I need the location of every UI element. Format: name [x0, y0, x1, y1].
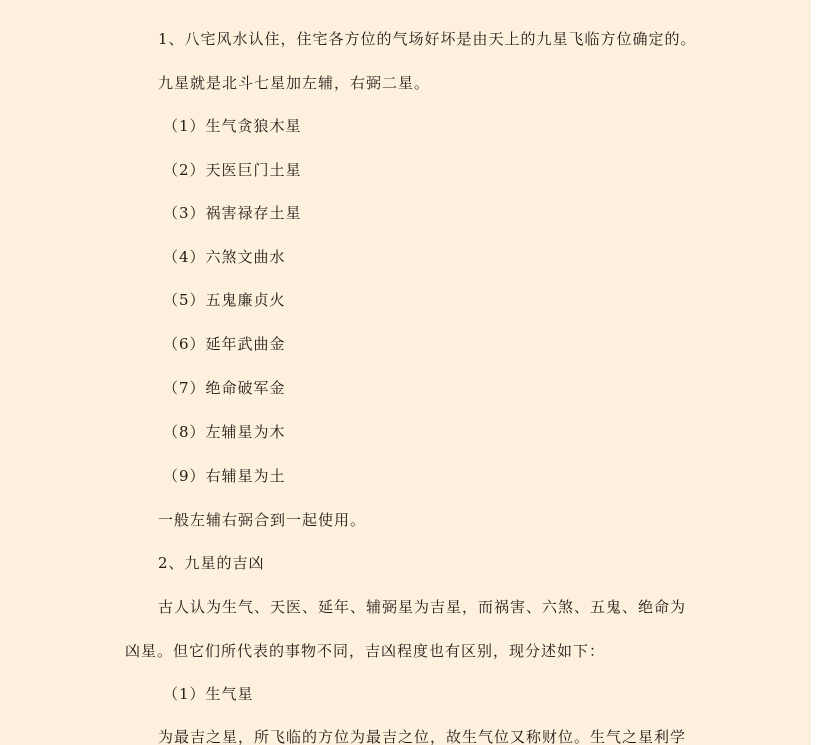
paragraph-line-3: 为最吉之星，所飞临的方位为最吉之位，故生气位又称财位。生气之星利学	[158, 728, 687, 745]
list-item-3: （3）祸害禄存土星	[163, 204, 302, 222]
text-line-3: 一般左辅右弼合到一起使用。	[158, 511, 367, 529]
list-item-9: （9）右辅星为土	[163, 467, 286, 485]
paragraph-line-2: 凶星。但它们所代表的事物不同，吉凶程度也有区别，现分述如下：	[125, 642, 606, 660]
list-item-5: （5）五鬼廉贞火	[163, 291, 286, 309]
text-line-1: 1、八宅风水认住，住宅各方位的气场好坏是由天上的九星飞临方位确定的。	[158, 30, 697, 48]
list-item-1: （1）生气贪狼木星	[163, 117, 302, 135]
paragraph-line-1: 古人认为生气、天医、延年、辅弼星为吉星，而祸害、六煞、五鬼、绝命为	[158, 598, 687, 616]
list-item-8: （8）左辅星为木	[163, 423, 286, 441]
section-heading: 2、九星的吉凶	[158, 554, 265, 572]
list-item-2: （2）天医巨门土星	[163, 161, 302, 179]
subsection-heading: （1）生气星	[163, 685, 254, 703]
list-item-6: （6）延年武曲金	[163, 335, 286, 353]
list-item-4: （4）六煞文曲水	[163, 248, 286, 266]
list-item-7: （7）绝命破军金	[163, 379, 286, 397]
text-line-2: 九星就是北斗七星加左辅，右弼二星。	[158, 74, 431, 92]
page-edge	[811, 0, 825, 745]
